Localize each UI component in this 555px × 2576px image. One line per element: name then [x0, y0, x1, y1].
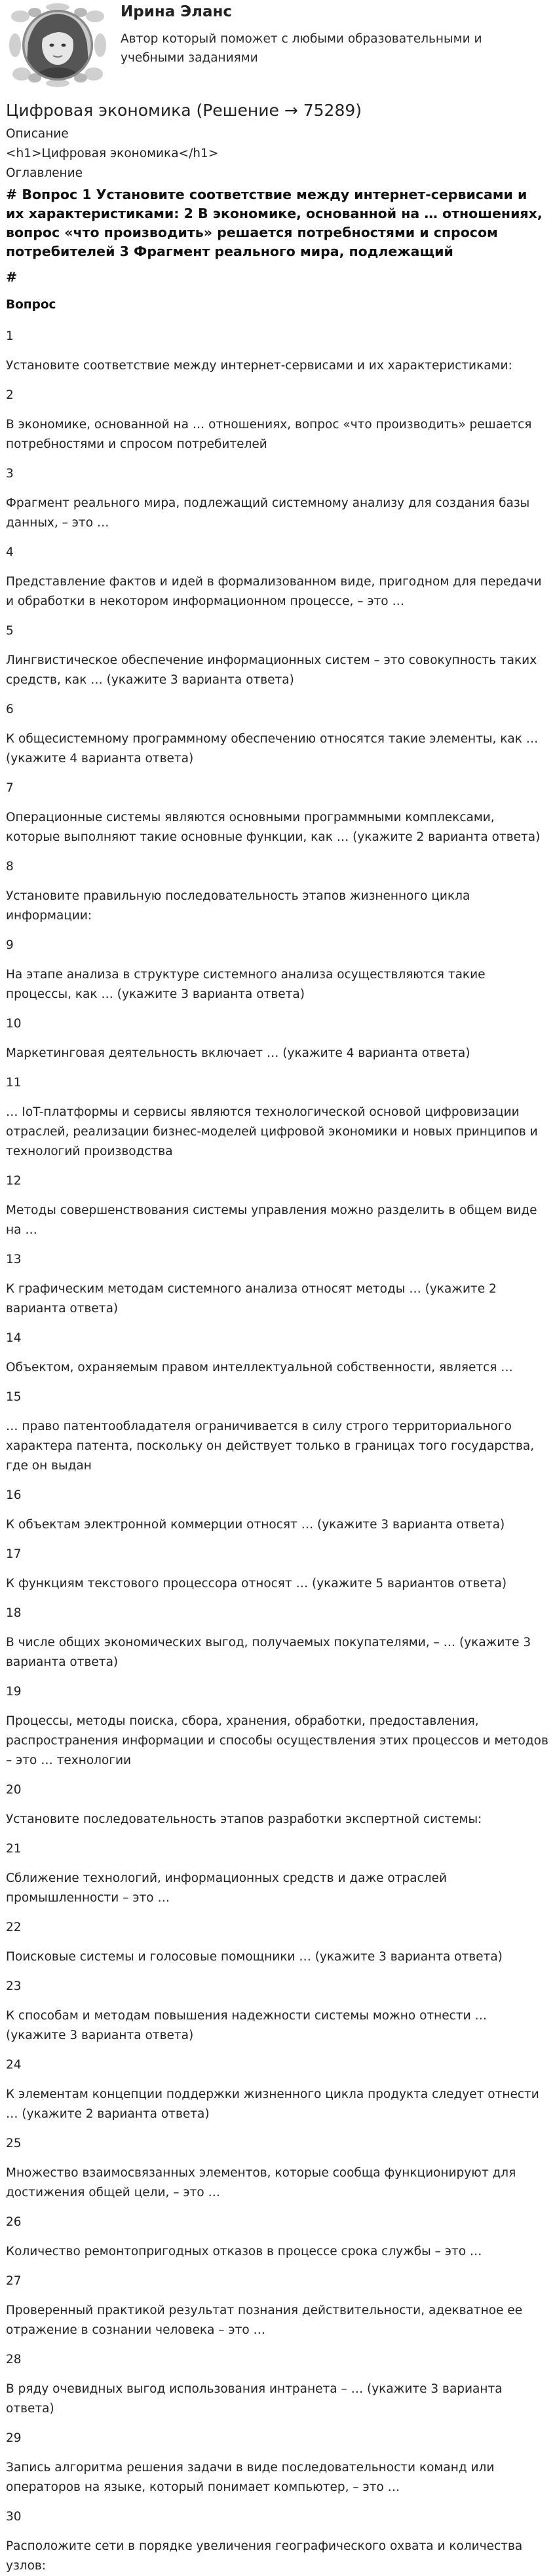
question-number: 10: [6, 1017, 22, 1031]
question-number: 23: [6, 1979, 22, 1993]
question-item: [6, 779, 549, 847]
question-item: [6, 2213, 549, 2262]
question-number: 28: [6, 2353, 22, 2366]
question-text: К объектам электронной коммерции относят … (укажите 3 варианта ответа): [6, 1518, 505, 1532]
question-text: Запись алгоритма решения задачи в виде последовательности команд или операторов на языке, который понимает компьютер, – это …: [6, 2461, 495, 2494]
question-number: 9: [6, 938, 14, 952]
question-text: К функциям текстового процессора относят … (укажите 5 вариантов ответа): [6, 1577, 507, 1591]
question-number: 14: [6, 1331, 22, 1345]
question-number: 8: [6, 860, 14, 874]
question-number: 19: [6, 1685, 22, 1699]
question-text: Количество ремонтопригодных отказов в процессе срока службы – это …: [6, 2245, 482, 2258]
question-item: [6, 1682, 549, 1771]
question-item: [6, 1073, 549, 1162]
question-number: 21: [6, 1842, 22, 1856]
author-name[interactable]: Ирина Эланс: [121, 3, 233, 20]
question-number: 20: [6, 1783, 22, 1797]
question-text: Установите правильную последовательность этапов жизненного цикла информации:: [6, 889, 470, 923]
question-text: К графическим методам системного анализа относят методы … (укажите 2 варианта ответа): [6, 1282, 497, 1316]
question-item: [6, 621, 549, 690]
question-item: [6, 1604, 549, 1672]
question-item: [6, 936, 549, 1004]
question-number: 26: [6, 2215, 22, 2229]
question-item: [6, 1014, 549, 1063]
question-text: Объектом, охраняемым правом интеллектуальной собственности, является …: [6, 1361, 513, 1374]
question-number: 29: [6, 2431, 22, 2445]
question-text: Методы совершенствования системы управления можно разделить в общем виде на …: [6, 1204, 537, 1237]
author-avatar[interactable]: [9, 3, 107, 87]
question-text: Проверенный практикой результат познания действительности, адекватное ее отражение в сознании человека – это …: [6, 2304, 523, 2337]
question-number: 2: [6, 388, 14, 402]
question-item: [6, 857, 549, 926]
question-text: К элементам концепции поддержки жизненного цикла продукта следует отнести … (укажите 2 варианта ответа): [6, 2088, 539, 2121]
question-item: [6, 2272, 549, 2340]
question-text: Расположите сети в порядке увеличения географического охвата и количества узлов:: [6, 2539, 523, 2573]
question-item: [6, 2055, 549, 2124]
question-text: К общесистемному программному обеспечению относятся такие элементы, как … (укажите 4 варианта ответа): [6, 732, 539, 765]
h1-code-text: <h1>Цифровая экономика</h1>: [6, 147, 219, 160]
hash-marker: #: [6, 269, 18, 285]
question-item: [6, 1171, 549, 1240]
question-text: В экономике, основанной на … отношениях, вопрос «что производить» решается потребностями и спросом потребителей: [6, 418, 532, 451]
question-item: [6, 2429, 549, 2497]
question-text: Сближение технологий, информационных средств и даже отраслей промышленности – это …: [6, 1871, 448, 1905]
question-item: [6, 2350, 549, 2419]
question-text: Фрагмент реального мира, подлежащий системному анализу для создания базы данных, – это …: [6, 496, 530, 530]
question-number: 1: [6, 329, 14, 343]
question-item: [6, 1388, 549, 1476]
question-number: 12: [6, 1174, 22, 1188]
description-label: Описание: [6, 127, 69, 141]
question-item: [6, 1329, 549, 1378]
author-description: Автор который поможет с любыми образовательными и учебными заданиями: [121, 32, 482, 65]
document-heading: # Вопрос 1 Установите соответствие между интернет-сервисами и их характеристиками: 2 В экономике, основанной на … отношениях, вопрос «что производить» решается потребностями и спросом потребителей 3 Фрагмент реального мира, подлежащий: [6, 187, 543, 259]
question-item: [6, 2134, 549, 2203]
question-text: В числе общих экономических выгод, получаемых покупателями, – … (укажите 3 варианта ответа): [6, 1636, 531, 1669]
question-text: Множество взаимосвязанных элементов, которые сообща функционируют для достижения общей цели, – это …: [6, 2166, 516, 2199]
question-number: 7: [6, 781, 14, 795]
question-number: 4: [6, 545, 14, 559]
question-number: 15: [6, 1390, 22, 1404]
question-item: [6, 543, 549, 612]
question-text: … право патентообладателя ограничивается в силу строго территориального характера патента, поскольку он действует только в границах того государства, где он выдан: [6, 1420, 535, 1473]
question-item: [6, 1545, 549, 1594]
document-body: [0, 97, 555, 2576]
question-item: [6, 464, 549, 533]
question-number: 30: [6, 2510, 22, 2524]
question-text: В ряду очевидных выгод использования интранета – … (укажите 3 варианта ответа): [6, 2382, 503, 2416]
question-item: [6, 1839, 549, 1908]
question-item: [6, 1780, 549, 1830]
question-number: 18: [6, 1606, 22, 1620]
question-number: 5: [6, 624, 14, 638]
author-header: [0, 0, 555, 95]
toc-label: Оглавление: [6, 166, 83, 180]
question-item: [6, 1250, 549, 1319]
question-text: Установите последовательность этапов разработки экспертной системы:: [6, 1812, 482, 1826]
question-number: 27: [6, 2274, 22, 2288]
question-text: Операционные системы являются основными программными комплексами, которые выполняют такие основные функции, как … (укажите 2 варианта ответа): [6, 811, 541, 844]
question-number: 25: [6, 2137, 22, 2150]
question-text: … IoT-платформы и сервисы являются технологической основой цифровизации отраслей, реализации бизнес-моделей цифровой экономики и новых принципов и технологий производства: [6, 1105, 538, 1158]
question-list: [6, 327, 549, 2576]
question-number: 3: [6, 467, 14, 481]
question-item: [6, 386, 549, 454]
question-text: На этапе анализа в структуре системного анализа осуществляются такие процессы, как … (укажите 3 варианта ответа): [6, 968, 486, 1001]
document-title: Цифровая экономика (Решение → 75289): [6, 101, 362, 120]
questions-heading: Вопрос: [6, 298, 56, 312]
question-text: Лингвистическое обеспечение информационных систем – это совокупность таких средств, как … (укажите 3 варианта ответа): [6, 653, 537, 687]
question-number: 22: [6, 1921, 22, 1934]
question-item: [6, 327, 549, 376]
question-text: Представление фактов и идей в формализованном виде, пригодном для передачи и обработки в некотором информационном процессе, – это …: [6, 575, 542, 608]
question-number: 6: [6, 703, 14, 716]
question-item: [6, 1918, 549, 1967]
question-item: [6, 1977, 549, 2046]
question-item: [6, 2507, 549, 2576]
question-item: [6, 700, 549, 769]
question-text: Установите соответствие между интернет-сервисами и их характеристиками:: [6, 359, 512, 373]
question-item: [6, 1486, 549, 1535]
question-text: К способам и методам повышения надежности системы можно отнести … (укажите 3 варианта ответа): [6, 2009, 488, 2042]
question-text: Процессы, методы поиска, сбора, хранения, обработки, предоставления, распространения информации и способы осуществления этих процессов и методов – это … технологии: [6, 1714, 548, 1767]
question-number: 16: [6, 1488, 22, 1502]
question-number: 17: [6, 1547, 22, 1561]
question-number: 24: [6, 2058, 22, 2072]
question-number: 13: [6, 1253, 22, 1266]
question-text: Поисковые системы и голосовые помощники … (укажите 3 варианта ответа): [6, 1950, 503, 1964]
question-text: Маркетинговая деятельность включает … (укажите 4 варианта ответа): [6, 1046, 470, 1060]
question-number: 11: [6, 1076, 22, 1090]
